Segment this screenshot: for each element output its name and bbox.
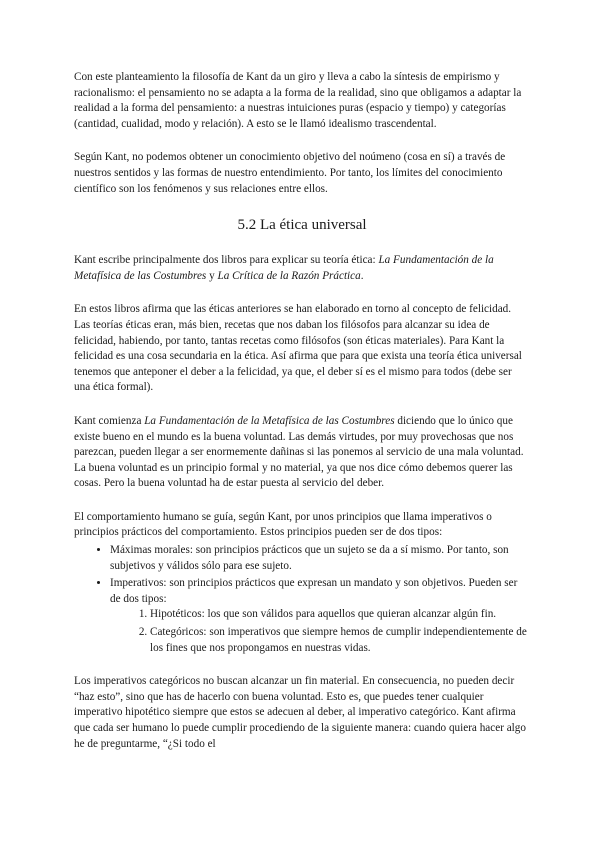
paragraph-voluntad: [74, 414, 530, 492]
paragraph-imperativos-categoricos: Los imperativos categóricos no buscan alcanzar un fin material. En consecuencia, no pueden decir “haz esto”, sino que has de hacerlo con buena voluntad. Esto es, que puedes tener cualquier imperativo hipotético siempre que estos se adecuen al deber, al imperativo categórico. Kant afirma que cada ser humano lo puede cumplir procediendo de la siguiente manera: cuando quiera hacer algo he de preguntarme, “¿Si todo el: [74, 675, 526, 750]
paragraph-libros: [74, 253, 530, 284]
paragraph-felicidad: En estos libros afirma que las éticas anteriores se han elaborado en torno al concepto de felicidad. Las teorías éticas eran, más bien, recetas que nos daban los filósofos para alcanzar su idea de felicidad, habiendo, por tanto, tantas recetas como filósofos (son éticas materiales). Para Kant la felicidad es una cosa secundaria en la ética. Así afirma que para que exista una teoría ética universal tenemos que anteponer el deber a la felicidad, ya que, el deber sí es el mismo para todos (debe ser una ética formal).: [74, 303, 522, 394]
numbered-list: [110, 607, 530, 656]
list-item-categoricos: 2. Categóricos: son imperativos que siempre hemos de cumplir independientemente de los fines que nos propongamos en nuestras vidas.: [150, 625, 530, 656]
paragraph-noumeno: Según Kant, no podemos obtener un conocimiento objetivo del noúmeno (cosa en sí) a través de nuestros sentidos y las formas de nuestro entendimiento. Por tanto, los límites del conocimiento científico son los fenómenos y sus relaciones entre ellos.: [74, 151, 506, 195]
book-title-fundamentacion-2: La Fundamentación de la Metafísica de las Costumbres: [144, 414, 395, 427]
intro-text-between: y: [206, 269, 218, 282]
paragraph-idealismo: Con este planteamiento la filosofía de Kant da un giro y lleva a cabo la síntesis de empirismo y racionalismo: el pensamiento no se adapta a la forma de la realidad, sino que obligamos a adaptar la realidad a la forma del pensamiento: a nuestras intuiciones puras (espacio y tiempo) y categorías (cantidad, cualidad, modo y relación). A esto se le llamó idealismo trascendental.: [74, 71, 522, 130]
book-title-fundamentacion: La Fundamentación de la Metafísica de las Costumbres: [74, 254, 494, 282]
list-item-hipoteticos: 1. Hipotéticos: los que son válidos para aquellos que quieran alcanzar algún fin.: [150, 607, 530, 623]
intro-text-after: .: [360, 269, 364, 282]
paragraph-comportamiento: El comportamiento humano se guía, según Kant, por unos principios que llama imperativos o principios prácticos del comportamiento. Estos principios pueden ser de dos tipos:: [74, 510, 492, 539]
imperativos-text: Imperativos: son principios prácticos que expresan un mandato y son objetivos. Pueden ser de dos tipos:: [110, 577, 518, 605]
voluntad-text-before: Kant comienza: [74, 414, 145, 427]
voluntad-text-after: diciendo que lo único que existe bueno en el mundo es la buena voluntad. Las demás virtudes, por muy provechosas que nos parezcan, pueden llegar a ser enormemente dañinas si las ponemos al servicio de una mala voluntad. La buena voluntad es un principio formal y no material, ya que nos dice cómo debemos querer las cosas. Pero la buena voluntad ha de estar puesta al servicio del deber.: [74, 414, 524, 490]
list-item-maximas: • Máximas morales: son principios prácticos que un sujeto se da a sí mismo. Por tanto, son subjetivos y válidos sólo para ese sujeto.: [110, 543, 530, 574]
bullet-list: [74, 543, 530, 656]
section-heading: 5.2 La ética universal: [237, 217, 367, 234]
list-item-imperativos: [110, 576, 530, 656]
book-title-critica: La Crítica de la Razón Práctica: [217, 269, 361, 282]
intro-text-before: Kant escribe principalmente dos libros para explicar su teoría ética:: [74, 254, 379, 267]
